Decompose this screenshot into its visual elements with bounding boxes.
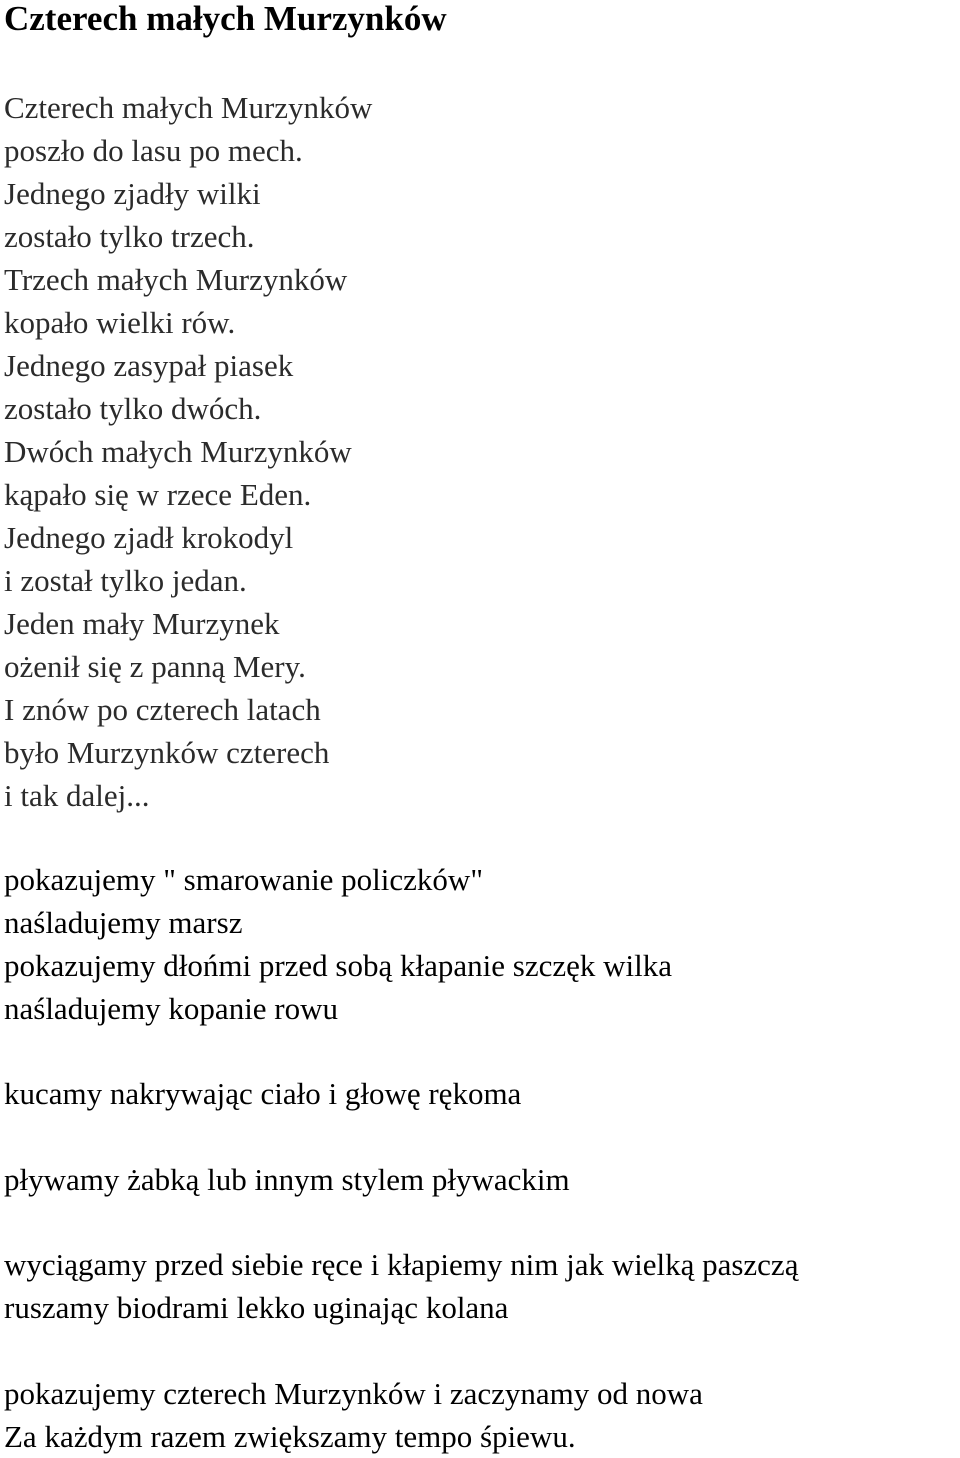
poem-line: było Murzynków czterech bbox=[4, 735, 330, 770]
instruction-line: kucamy nakrywając ciało i głowę rękoma bbox=[4, 1076, 522, 1111]
poem-line: kopało wielki rów. bbox=[4, 305, 236, 340]
instruction-line: pokazujemy czterech Murzynków i zaczynamy od nowa bbox=[4, 1376, 703, 1411]
poem-line: zostało tylko trzech. bbox=[4, 219, 255, 254]
instruction-line: pokazujemy " smarowanie policzków" bbox=[4, 862, 483, 897]
instruction-line: naśladujemy kopanie rowu bbox=[4, 991, 339, 1026]
poem-line: zostało tylko dwóch. bbox=[4, 391, 262, 426]
poem-line: Jednego zjadł krokodyl bbox=[4, 520, 294, 555]
poem-line: ożenił się z panną Mery. bbox=[4, 649, 306, 684]
instruction-line: naśladujemy marsz bbox=[4, 905, 243, 940]
page-title: Czterech małych Murzynków bbox=[4, 0, 447, 38]
instructions-block-5 bbox=[4, 1372, 703, 1458]
instruction-line: wyciągamy przed siebie ręce i kłapiemy nim jak wielką paszczą bbox=[4, 1247, 799, 1282]
instructions-block-2 bbox=[4, 1072, 521, 1115]
poem-line: poszło do lasu po mech. bbox=[4, 133, 303, 168]
poem-line: I znów po czterech latach bbox=[4, 692, 321, 727]
instruction-line: pływamy żabką lub innym stylem pływackim bbox=[4, 1162, 570, 1197]
poem-line: Jeden mały Murzynek bbox=[4, 606, 280, 641]
poem-line: Jednego zasypał piasek bbox=[4, 348, 294, 383]
poem-line: Trzech małych Murzynków bbox=[4, 262, 348, 297]
poem-line: i został tylko jedan. bbox=[4, 563, 247, 598]
instructions-block-3 bbox=[4, 1158, 570, 1201]
poem-line: Czterech małych Murzynków bbox=[4, 90, 373, 125]
poem-line: i tak dalej... bbox=[4, 778, 150, 813]
poem-line: Dwóch małych Murzynków bbox=[4, 434, 352, 469]
instructions-block-4 bbox=[4, 1243, 798, 1329]
instruction-line: pokazujemy dłońmi przed sobą kłapanie szczęk wilka bbox=[4, 948, 672, 983]
poem-line: kąpało się w rzece Eden. bbox=[4, 477, 312, 512]
instruction-line: ruszamy biodrami lekko uginając kolana bbox=[4, 1290, 509, 1325]
instruction-line: Za każdym razem zwiększamy tempo śpiewu. bbox=[4, 1419, 576, 1454]
poem-line: Jednego zjadły wilki bbox=[4, 176, 261, 211]
poem-text bbox=[4, 86, 372, 817]
instructions-block-1 bbox=[4, 858, 672, 1030]
